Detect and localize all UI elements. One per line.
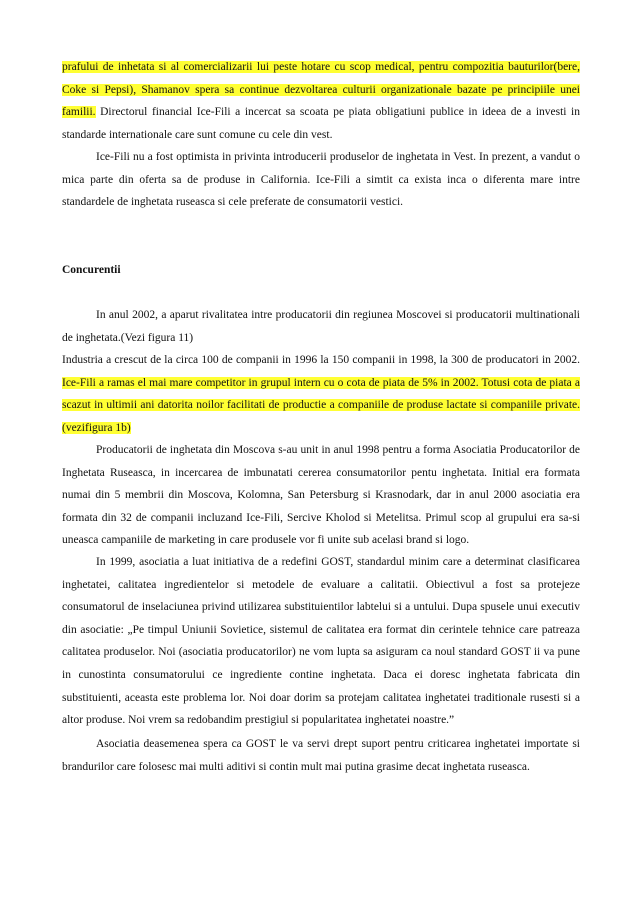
paragraph-text: In 1999, asociatia a luat initiativa de a redefini GOST, standardul minim care a determinat clasificarea inghetatei, calitatea ingredientelor si metodele de evaluare a calitatii. Obiectivul a fost sa protejeze consumatorul de inselaciunea privind utilizarea substituientilor labtelui si a untului. Dupa spusele unui executiv din asociatie: „Pe timpul Uniunii Sovietice, sistemul de calitatea era format din cerintele tehnice care patreaza calitatea produselor. Noi (asociatia producatorilor) ne vom lupta sa asiguram ca noul standard GOST ii va pune in cunostinta consumatorului ce ingrediente contine inghetata. Daca ei doresc inghetata fabricata din substituienti, aceasta este problema lor. Noi doar dorim sa protejam calitatea inghetatei traditionale rusesti si a altor produse. Noi vrem sa redobandim prestigiul si popularitatea inghetatei noastre.” bbox=[62, 556, 580, 727]
highlighted-text: Ice-Fili a ramas el mai mare competitor in grupul intern cu o cota de piata de 5% in 2002. Totusi cota de piata a scazut in ultimii ani datorita noilor facilitati de productie a companiile de produse lactate si companiile private.(vezifigura 1b) bbox=[62, 376, 580, 434]
paragraph-6 bbox=[62, 551, 580, 732]
section-heading: Concurentii bbox=[62, 264, 121, 276]
paragraph-text: Ice-Fili nu a fost optimista in privinta introducerii produselor de inghetata in Vest. In prezent, a vandut o mica parte din oferta sa de produse in California. Ice-Fili a simtit ca exista inca o diferenta mare intre standardele de inghetata ruseasca si cele preferate de consumatorii vestici. bbox=[62, 151, 580, 209]
paragraph-5 bbox=[62, 439, 580, 552]
paragraph-2 bbox=[62, 146, 580, 214]
paragraph-1 bbox=[62, 56, 580, 146]
paragraph-text: Industria a crescut de la circa 100 de companii in 1996 la 150 companii in 1998, la 300 de producatori in 2002. bbox=[62, 354, 580, 366]
paragraph-text: Directorul financial Ice-Fili a incercat sa scoata pe piata obligatiuni publice in ideea de a investi in standarde internationale care sunt comune cu cele din vest. bbox=[62, 106, 580, 141]
highlighted-text: prafului de inhetata si al comercializarii lui peste hotare cu scop medical, pentru compozitia bauturilor(bere, Coke si Pepsi), Shamanov spera sa continue dezvoltarea culturii organizationale bazate pe principiile unei familii. bbox=[62, 61, 580, 119]
paragraph-4 bbox=[62, 349, 580, 439]
paragraph-text: Producatorii de inghetata din Moscova s-au unit in anul 1998 pentru a forma Asociatia Producatorilor de Inghetata Ruseasca, in incercarea de imbunatati cererea consumatorilor pentu inghetata. Initial era formata numai din 5 membrii din Moscova, Kolomna, San Petersburg si Krasnodark, dar in anul 2000 asociatia era formata din 32 de companii incluzand Ice-Fili, Sercive Kholod si Metelitsa. Primul scop al grupului era sa-si uneasca campaniile de marketing in care produsele vor fi unite sub acelasi brand si logo. bbox=[62, 444, 580, 547]
paragraph-7 bbox=[62, 733, 580, 778]
paragraph-3 bbox=[62, 304, 580, 349]
paragraph-text: In anul 2002, a aparut rivalitatea intre producatorii din regiunea Moscovei si producatorii multinationali de inghetata.(Vezi figura 11) bbox=[62, 309, 580, 344]
paragraph-text: Asociatia deasemenea spera ca GOST le va servi drept suport pentru criticarea inghetatei importate si brandurilor care folosesc mai multi aditivi si contin mult mai putina grasime decat inghetata ruseasca. bbox=[62, 738, 580, 773]
